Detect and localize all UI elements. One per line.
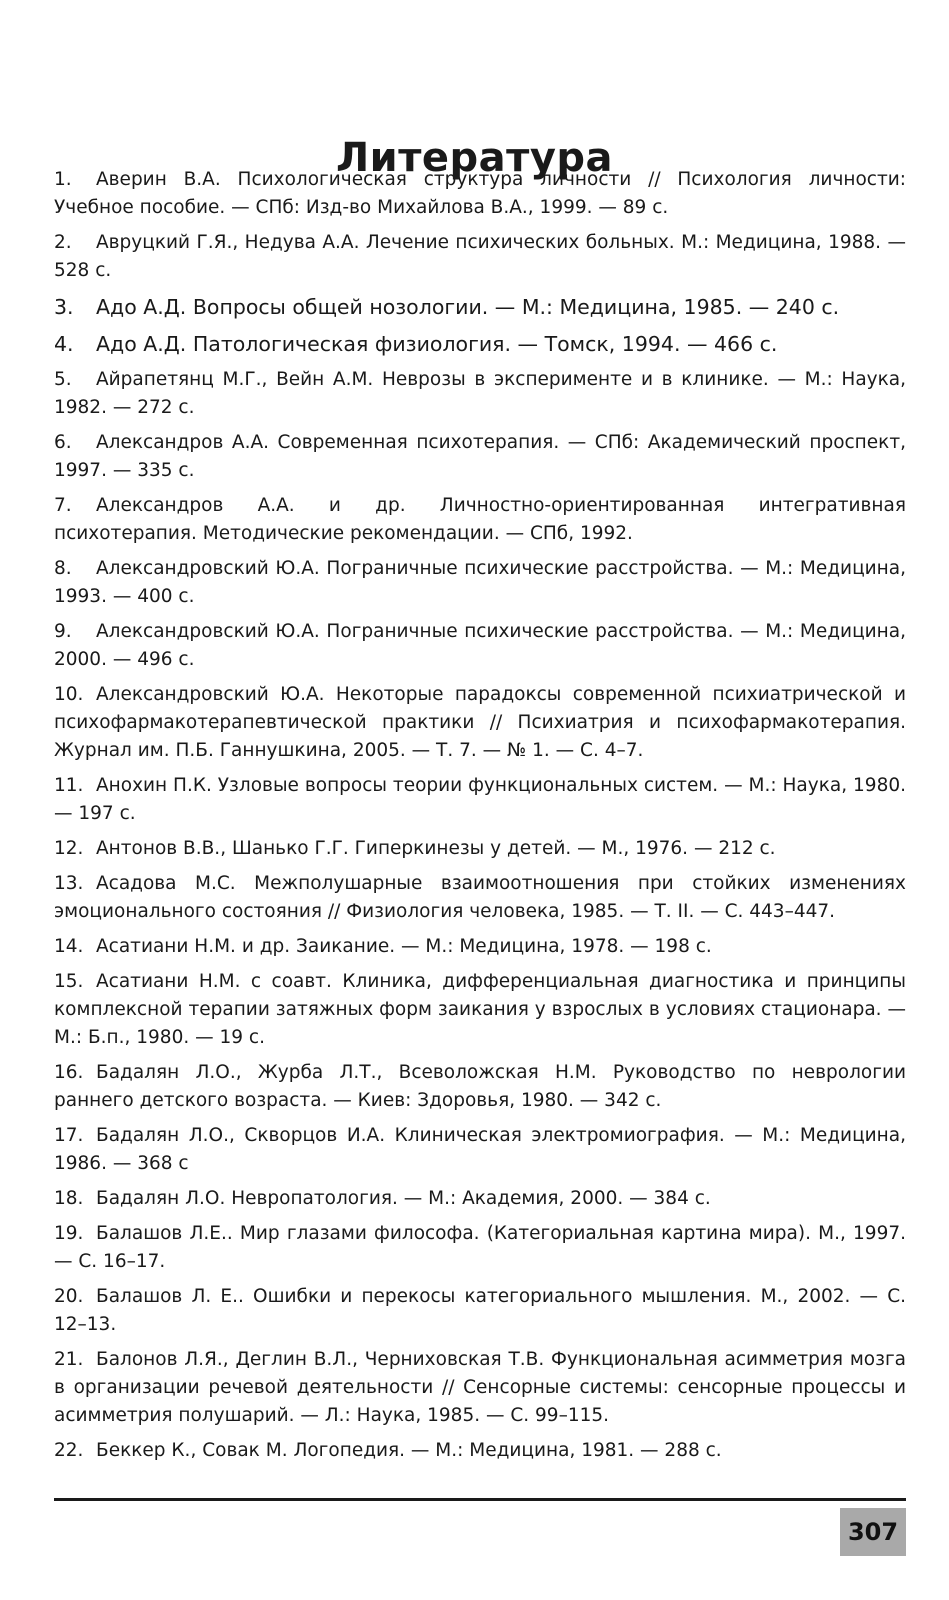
reference-number: 22. (54, 1440, 84, 1461)
reference-number: 8. (54, 558, 72, 579)
reference-number: 18. (54, 1188, 84, 1209)
reference-item (54, 772, 906, 828)
reference-text: Антонов В.В., Шанько Г.Г. Гиперкинезы у детей. — М., 1976. — 212 с. (96, 838, 776, 859)
reference-number: 13. (54, 873, 84, 894)
reference-item (54, 933, 906, 961)
reference-item (54, 366, 906, 422)
reference-text: Беккер К., Совак М. Логопедия. — М.: Медицина, 1981. — 288 с. (96, 1440, 722, 1461)
page-number: 307 (840, 1508, 906, 1556)
reference-item (54, 229, 906, 285)
reference-text: Бадалян Л.О., Скворцов И.А. Клиническая электромиография. — М.: Медицина, 1986. — 368 с (54, 1125, 906, 1174)
reference-number: 19. (54, 1223, 84, 1244)
reference-item (54, 618, 906, 674)
reference-number: 7. (54, 495, 72, 516)
reference-number: 14. (54, 936, 84, 957)
reference-text: Александровский Ю.А. Пограничные психические расстройства. — М.: Медицина, 2000. — 496 с. (54, 621, 906, 670)
reference-item (54, 1122, 906, 1178)
reference-text: Александровский Ю.А. Пограничные психические расстройства. — М.: Медицина, 1993. — 400 с. (54, 558, 906, 607)
reference-number: 10. (54, 684, 84, 705)
reference-list (54, 166, 906, 1472)
reference-item (54, 166, 906, 222)
reference-item (54, 492, 906, 548)
reference-number: 2. (54, 232, 72, 253)
reference-number: 4. (54, 332, 74, 356)
reference-item (54, 1185, 906, 1213)
reference-item (54, 968, 906, 1052)
reference-number: 9. (54, 621, 72, 642)
reference-number: 11. (54, 775, 84, 796)
reference-text: Александров А.А. и др. Личностно-ориентированная интегративная психотерапия. Методические рекомендации. — СПб, 1992. (54, 495, 906, 544)
reference-text: Балонов Л.Я., Деглин В.Л., Черниховская Т.В. Функциональная асимметрия мозга в организации речевой деятельности // Сенсорные системы: сенсорные процессы и асимметрия полушарий. — Л.: Наука, 1985. — С. 99–115. (54, 1349, 906, 1426)
footer-rule (54, 1498, 906, 1501)
reference-text: Александров А.А. Современная психотерапия. — СПб: Академический проспект, 1997. — 335 с. (54, 432, 906, 481)
reference-item (54, 870, 906, 926)
reference-number: 16. (54, 1062, 84, 1083)
reference-item (54, 292, 906, 322)
reference-text: Балашов Л.Е.. Мир глазами философа. (Категориальная картина мира). М., 1997. — С. 16–17. (54, 1223, 906, 1272)
reference-text: Бадалян Л.О. Невропатология. — М.: Академия, 2000. — 384 с. (96, 1188, 711, 1209)
reference-item (54, 1283, 906, 1339)
reference-number: 21. (54, 1349, 84, 1370)
reference-item (54, 1346, 906, 1430)
reference-text: Асатиани Н.М. и др. Заикание. — М.: Медицина, 1978. — 198 с. (96, 936, 712, 957)
reference-item (54, 329, 906, 359)
reference-number: 1. (54, 169, 72, 190)
reference-item (54, 681, 906, 765)
reference-item (54, 555, 906, 611)
reference-text: Асадова М.С. Межполушарные взаимоотношения при стойких изменениях эмоционального состояния // Физиология человека, 1985. — Т. II. — С. 443–447. (54, 873, 906, 922)
reference-number: 15. (54, 971, 84, 992)
reference-item (54, 1437, 906, 1465)
page-title: Литература (335, 134, 614, 181)
reference-number: 12. (54, 838, 84, 859)
reference-item (54, 835, 906, 863)
reference-text: Аверин В.А. Психологическая структура личности // Психология личности: Учебное пособие. — СПб: Изд-во Михайлова В.А., 1999. — 89 с. (54, 169, 906, 218)
reference-number: 17. (54, 1125, 84, 1146)
reference-item (54, 1220, 906, 1276)
reference-text: Асатиани Н.М. с соавт. Клиника, дифференциальная диагностика и принципы комплексной терапии затяжных форм заикания у взрослых в условиях стационара. — М.: Б.п., 1980. — 19 с. (54, 971, 906, 1048)
reference-item (54, 1059, 906, 1115)
reference-text: Авруцкий Г.Я., Недува А.А. Лечение психических больных. М.: Медицина, 1988. — 528 с. (54, 232, 906, 281)
reference-text: Балашов Л. Е.. Ошибки и перекосы категориального мышления. М., 2002. — С. 12–13. (54, 1286, 906, 1335)
reference-number: 6. (54, 432, 72, 453)
reference-item (54, 429, 906, 485)
reference-number: 20. (54, 1286, 84, 1307)
reference-number: 3. (54, 295, 74, 319)
reference-text: Айрапетянц М.Г., Вейн А.М. Неврозы в эксперименте и в клинике. — М.: Наука, 1982. — 272 с. (54, 369, 906, 418)
reference-text: Анохин П.К. Узловые вопросы теории функциональных систем. — М.: Наука, 1980. — 197 с. (54, 775, 906, 824)
reference-text: Адо А.Д. Патологическая физиология. — Томск, 1994. — 466 с. (96, 332, 778, 356)
reference-text: Адо А.Д. Вопросы общей нозологии. — М.: Медицина, 1985. — 240 с. (96, 295, 840, 319)
reference-number: 5. (54, 369, 72, 390)
reference-text: Александровский Ю.А. Некоторые парадоксы современной психиатрической и психофармакотерапевтической практики // Психиатрия и психофармакотерапия. Журнал им. П.Б. Ганнушкина, 2005. — Т. 7. — № 1. — С. 4–7. (54, 684, 906, 761)
reference-text: Бадалян Л.О., Журба Л.Т., Всеволожская Н.М. Руководство по неврологии раннего детского возраста. — Киев: Здоровья, 1980. — 342 с. (54, 1062, 906, 1111)
